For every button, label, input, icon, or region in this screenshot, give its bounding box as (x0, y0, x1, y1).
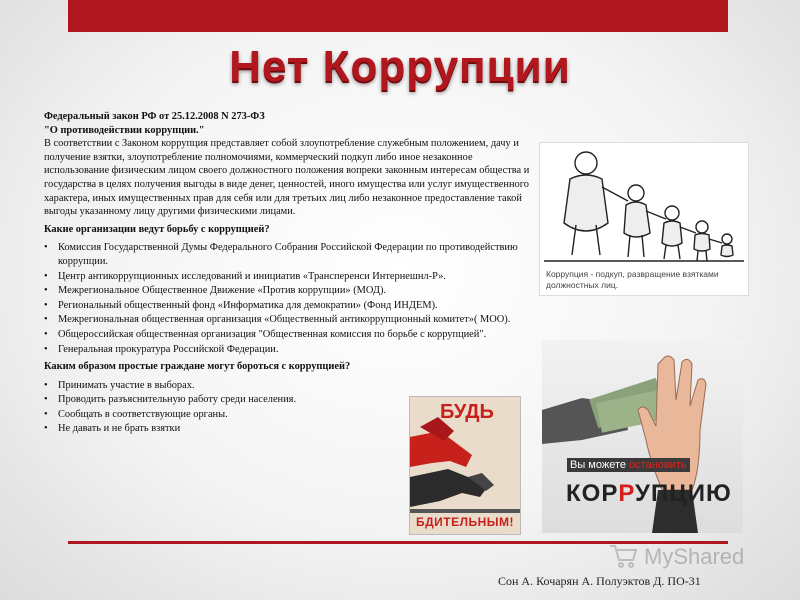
corruption-cartoon-image (539, 142, 749, 296)
list-item: • Комиссия Государственной Думы Федерального Собрания Российской Федерации по противодействию коррупции. (44, 242, 518, 267)
law-heading: Федеральный закон РФ от 25.12.2008 N 273-ФЗ (44, 111, 265, 122)
cartoon-figures-icon (540, 143, 748, 265)
bullet-icon: • (44, 423, 48, 435)
stop-poster-line1: Вы можете остановить (567, 458, 690, 472)
bullet-icon: • (44, 285, 48, 297)
citizens-question: Каким образом простые граждане могут бороться с коррупцией? (44, 361, 351, 373)
stop-poster-line2: КОРРУПЦИЮ (566, 480, 732, 507)
poster-top-text: БУДЬ (440, 401, 494, 423)
bullet-icon: • (44, 379, 48, 391)
bullet-icon: • (44, 328, 48, 340)
bullet-icon: • (44, 299, 48, 311)
list-item: • Межрегиональное Общественное Движение «Против коррупции» (МОД). (44, 285, 387, 297)
organizations-question: Какие организации ведут борьбу с коррупцией? (44, 223, 270, 235)
list-item: • Принимать участие в выборах. (44, 379, 195, 391)
cartoon-caption: Коррупция - подкуп, развращение взятками должностных лиц. (546, 269, 719, 290)
list-item: • Сообщать в соответствующие органы. (44, 408, 228, 420)
list-item: • Не давать и не брать взятки (44, 423, 181, 435)
list-item: • Генеральная прокуратура Российской Федерации. (44, 343, 279, 355)
bullet-icon: • (44, 394, 48, 406)
vigilance-poster-image (409, 396, 521, 535)
watermark: MyShared (608, 542, 768, 572)
author-credits: Сон А. Кочарян А. Полуэктов Д. ПО-31 (498, 574, 701, 588)
top-accent-bar (68, 0, 728, 32)
law-name: "О противодействии коррупции." (44, 124, 205, 136)
main-text-block (44, 110, 536, 439)
list-item: • Региональный общественный фонд «Информатика для демократии» (Фонд ИНДЕМ). (44, 299, 438, 311)
bullet-icon: • (44, 242, 48, 254)
list-item: • Общероссийская общественная организация "Общественная комиссия по борьбе с коррупцией". (44, 328, 487, 340)
stop-corruption-poster-image (542, 340, 743, 533)
list-item: • Центр антикоррупционных исследований и инициатив «Трансперенси Интернешнл-Р». (44, 270, 446, 282)
list-item: • Проводить разъяснительную работу среди населения. (44, 394, 297, 406)
poster-bottom-text: БДИТЕЛЬНЫМ! (415, 515, 515, 529)
page-title: Нет Коррупции (229, 42, 571, 91)
bullet-icon: • (44, 343, 48, 355)
cart-icon (608, 542, 638, 570)
organizations-list (44, 241, 536, 356)
bullet-icon: • (44, 270, 48, 282)
list-item: • Межрегиональная общественная организация «Общественный антикоррупционный комитет»( МОО). (44, 314, 511, 326)
law-definition: В соответствии с Законом коррупция представляет собой злоупотребление служебным положением, дачу и получение взятки, злоупотребление полномочиями, коммерческий подкуп либо иное незаконное использование физическим лицом своего должностного положения вопреки законным интересам общества и государства в целях получения выгоды в виде денег, ценностей, иного имущества или услуг имущественного характера, иных имущественных прав для себя или для третьих лиц либо незаконное предоставление такой выгоды указанному лицу другими физическими лицами. (44, 138, 530, 218)
bullet-icon: • (44, 408, 48, 420)
bullet-icon: • (44, 314, 48, 326)
